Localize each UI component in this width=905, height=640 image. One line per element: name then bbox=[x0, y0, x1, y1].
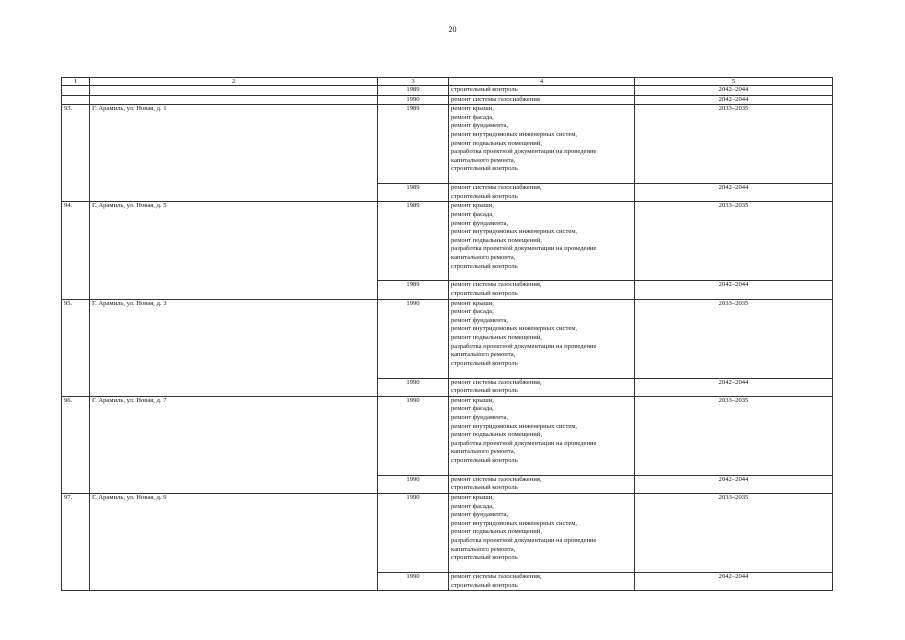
table-row bbox=[62, 105, 833, 184]
work-description-cell bbox=[449, 572, 635, 590]
work-description-line: ремонт фундамента, bbox=[451, 511, 509, 519]
construction-year-cell: 1990 bbox=[378, 95, 449, 105]
work-description-line: разработка проектной документации на проведение bbox=[451, 245, 597, 253]
work-description-line: ремонт крыши, bbox=[451, 202, 494, 210]
column-number-cell: 3 bbox=[378, 78, 449, 86]
construction-year-cell: 1990 bbox=[378, 493, 449, 572]
work-description-cell bbox=[449, 95, 635, 105]
construction-year-cell: 1990 bbox=[378, 572, 449, 590]
work-description-line: ремонт крыши, bbox=[451, 299, 494, 307]
work-description-line: ремонт фундамента, bbox=[451, 219, 509, 227]
work-description-line: ремонт внутридомовых инженерных систем, bbox=[451, 325, 578, 333]
repair-period-cell: 2042–2044 bbox=[635, 378, 833, 396]
work-description-line: ремонт внутридомовых инженерных систем, bbox=[451, 130, 578, 138]
column-number-row bbox=[62, 78, 833, 86]
row-number-cell bbox=[62, 86, 90, 96]
column-number-cell: 1 bbox=[62, 78, 90, 86]
construction-year-cell: 1989 bbox=[378, 184, 449, 202]
address-cell: Г. Арамиль, ул. Новая, д. 3 bbox=[90, 299, 378, 396]
work-description-cell bbox=[449, 396, 635, 475]
page-number: 20 bbox=[448, 25, 457, 34]
address-cell: Г. Арамиль, ул. Новая, д. 1 bbox=[90, 105, 378, 202]
repair-period-cell: 2042–2044 bbox=[635, 86, 833, 96]
work-description-line: ремонт подвальных помещений, bbox=[451, 528, 542, 536]
repair-period-cell: 2033–2035 bbox=[635, 299, 833, 378]
work-description-line: строительный контроль bbox=[451, 86, 518, 93]
table-row bbox=[62, 86, 833, 96]
work-description-line: ремонт фасада, bbox=[451, 502, 494, 510]
column-number-cell: 2 bbox=[90, 78, 378, 86]
work-description-line: ремонт крыши, bbox=[451, 105, 494, 113]
row-number-cell bbox=[62, 95, 90, 105]
column-number-cell: 4 bbox=[449, 78, 635, 86]
work-description-line: ремонт подвальных помещений, bbox=[451, 139, 542, 147]
repair-period-cell: 2042–2044 bbox=[635, 572, 833, 590]
work-description-line: ремонт подвальных помещений, bbox=[451, 236, 542, 244]
work-description-line: строительный контроль bbox=[451, 387, 518, 395]
table-row bbox=[62, 299, 833, 378]
work-description-cell bbox=[449, 184, 635, 202]
row-number-cell: 94. bbox=[62, 202, 90, 299]
work-description-cell bbox=[449, 299, 635, 378]
repair-period-cell: 2042–2044 bbox=[635, 281, 833, 299]
work-description-line: ремонт фундамента, bbox=[451, 122, 509, 130]
work-description-line: капитального ремонта, bbox=[451, 545, 516, 553]
work-description-line: ремонт внутридомовых инженерных систем, bbox=[451, 519, 578, 527]
address-cell: Г. Арамиль, ул. Новая, д. 7 bbox=[90, 396, 378, 493]
work-description-line: разработка проектной документации на проведение bbox=[451, 439, 597, 447]
work-description-line: строительный контроль bbox=[451, 192, 518, 200]
repair-period-cell: 2033–2035 bbox=[635, 202, 833, 281]
row-number-cell: 95. bbox=[62, 299, 90, 396]
construction-year-cell: 1990 bbox=[378, 378, 449, 396]
work-description-line: строительный контроль bbox=[451, 484, 518, 492]
work-description-cell bbox=[449, 86, 635, 96]
repair-period-cell: 2033–2035 bbox=[635, 396, 833, 475]
work-description-line: ремонт системы газоснабжения bbox=[451, 95, 540, 103]
work-description-line: строительный контроль bbox=[451, 456, 518, 464]
work-description-line: ремонт крыши, bbox=[451, 493, 494, 501]
work-description-line: ремонт фундамента, bbox=[451, 316, 509, 324]
work-description-line: строительный контроль bbox=[451, 289, 518, 297]
work-description-cell bbox=[449, 105, 635, 184]
construction-year-cell: 1989 bbox=[378, 86, 449, 96]
table-row bbox=[62, 202, 833, 281]
construction-year-cell: 1990 bbox=[378, 396, 449, 475]
row-number-cell: 97. bbox=[62, 493, 90, 590]
work-description-cell bbox=[449, 202, 635, 281]
work-description-line: строительный контроль bbox=[451, 554, 518, 562]
address-cell: Г. Арамиль, ул. Новая, д. 9 bbox=[90, 493, 378, 590]
work-description-line: ремонт системы газоснабжения, bbox=[451, 378, 542, 386]
work-description-line: строительный контроль bbox=[451, 262, 518, 270]
work-description-cell bbox=[449, 378, 635, 396]
work-description-line: капитального ремонта, bbox=[451, 351, 516, 359]
table-row bbox=[62, 493, 833, 572]
work-description-line: ремонт внутридомовых инженерных систем, bbox=[451, 228, 578, 236]
work-description-cell bbox=[449, 493, 635, 572]
row-number-cell: 93. bbox=[62, 105, 90, 202]
work-description-line: ремонт подвальных помещений, bbox=[451, 333, 542, 341]
repair-period-cell: 2042–2044 bbox=[635, 95, 833, 105]
work-description-line: ремонт фундамента, bbox=[451, 413, 509, 421]
work-description-line: ремонт системы газоснабжения, bbox=[451, 572, 542, 580]
construction-year-cell: 1990 bbox=[378, 299, 449, 378]
work-description-cell bbox=[449, 475, 635, 493]
work-description-line: капитального ремонта, bbox=[451, 253, 516, 261]
work-description-line: ремонт крыши, bbox=[451, 396, 494, 404]
table-row bbox=[62, 396, 833, 475]
work-description-line: ремонт системы газоснабжения, bbox=[451, 281, 542, 289]
work-description-line: ремонт системы газоснабжения, bbox=[451, 475, 542, 483]
work-description-line: строительный контроль bbox=[451, 165, 518, 173]
work-description-line: ремонт внутридомовых инженерных систем, bbox=[451, 422, 578, 430]
construction-year-cell: 1989 bbox=[378, 202, 449, 281]
work-description-line: строительный контроль bbox=[451, 359, 518, 367]
repair-period-cell: 2033–2035 bbox=[635, 105, 833, 184]
work-description-line: ремонт фасада, bbox=[451, 405, 494, 413]
work-description-line: капитального ремонта, bbox=[451, 156, 516, 164]
repair-period-cell: 2042–2044 bbox=[635, 475, 833, 493]
construction-year-cell: 1989 bbox=[378, 105, 449, 184]
work-description-line: ремонт системы газоснабжения, bbox=[451, 184, 542, 192]
table-body bbox=[62, 78, 833, 591]
work-description-line: ремонт фасада, bbox=[451, 210, 494, 218]
work-description-line: ремонт фасада, bbox=[451, 113, 494, 121]
address-cell bbox=[90, 86, 378, 96]
repair-schedule-table bbox=[61, 77, 833, 591]
address-cell: Г. Арамиль, ул. Новая, д. 5 bbox=[90, 202, 378, 299]
repair-period-cell: 2042–2044 bbox=[635, 184, 833, 202]
work-description-line: разработка проектной документации на проведение bbox=[451, 536, 597, 544]
construction-year-cell: 1990 bbox=[378, 475, 449, 493]
work-description-line: капитального ремонта, bbox=[451, 448, 516, 456]
work-description-line: разработка проектной документации на проведение bbox=[451, 148, 597, 156]
construction-year-cell: 1989 bbox=[378, 281, 449, 299]
address-cell bbox=[90, 95, 378, 105]
work-description-line: строительный контроль bbox=[451, 581, 518, 589]
row-number-cell: 96. bbox=[62, 396, 90, 493]
work-description-cell bbox=[449, 281, 635, 299]
work-description-line: разработка проектной документации на проведение bbox=[451, 342, 597, 350]
repair-period-cell: 2033–2035 bbox=[635, 493, 833, 572]
work-description-line: ремонт подвальных помещений, bbox=[451, 431, 542, 439]
work-description-line: ремонт фасада, bbox=[451, 308, 494, 316]
table-row bbox=[62, 95, 833, 105]
column-number-cell: 5 bbox=[635, 78, 833, 86]
